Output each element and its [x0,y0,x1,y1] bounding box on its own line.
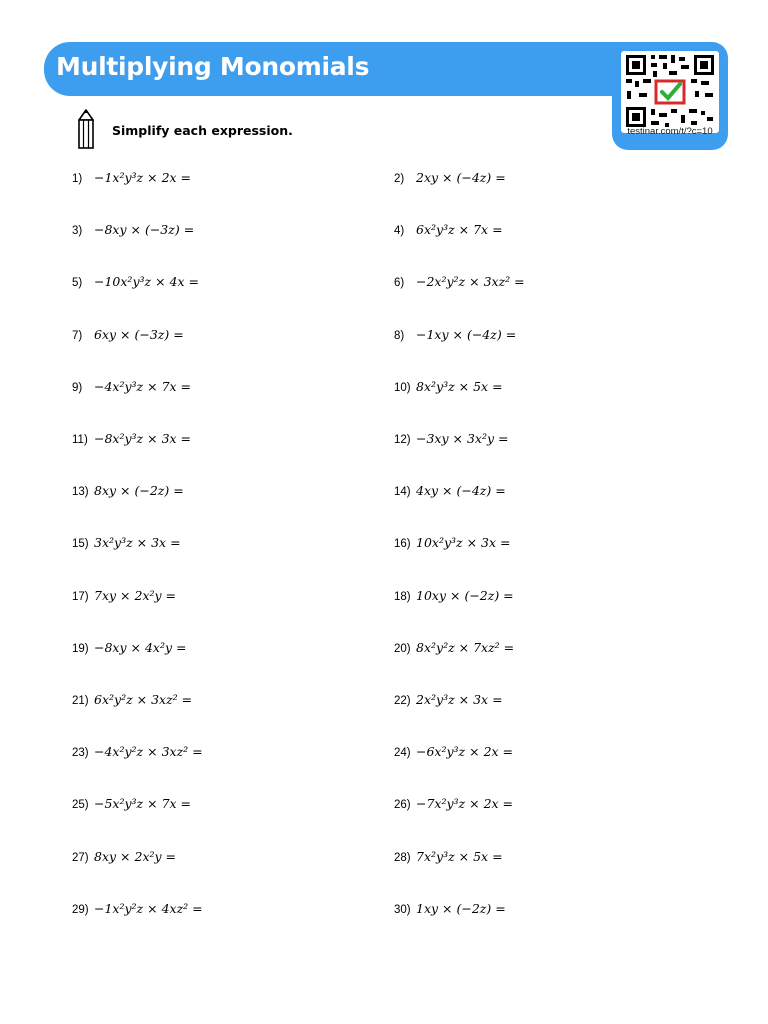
problem-number: 26) [394,799,411,812]
problem-expression: −4x²y²z × 3xz² = [94,744,203,760]
problem-item [394,222,503,242]
problem-number: 13) [72,486,89,499]
problem-item [394,588,514,608]
problem-item [394,901,506,921]
problem-item [394,327,516,347]
problem-item [394,483,506,503]
problem-number: 14) [394,486,411,499]
problem-number: 9) [72,381,83,394]
problem-number: 1) [72,173,83,185]
qr-code-panel[interactable] [612,42,728,150]
problem-expression: −2x²y²z × 3xz² = [416,274,525,290]
problem-number: 12) [394,434,411,446]
problem-expression: 4xy × (−4z) = [416,483,506,499]
problem-expression: 2xy × (−4z) = [416,170,506,185]
problem-expression: −7x²y³z × 2x = [416,796,514,812]
problem-expression: −8xy × (−3z) = [94,222,195,238]
problem-item [72,535,181,555]
problem-number: 23) [72,747,89,760]
problem-expression: −1xy × (−4z) = [416,326,517,342]
problem-item [394,640,514,660]
problem-number: 11) [72,434,88,446]
pencil-icon [74,108,98,155]
problem-expression: −1x²y²z × 4xz² = [94,900,203,916]
problem-expression: −1x²y³z × 2x = [94,170,192,185]
problem-expression: −6x²y³z × 2x = [416,744,514,760]
problem-item [72,379,191,399]
problem-expression: 6x²y²z × 3xz² = [94,692,193,707]
problem-number: 18) [394,590,411,603]
problem-expression: 3x²y³z × 3x = [94,535,181,551]
problem-number: 5) [72,277,83,290]
problem-item [72,692,192,712]
problem-expression: −4x²y³z × 7x = [94,378,192,394]
problem-expression: 7x²y³z × 5x = [416,848,503,864]
problem-expression: 10x²y³z × 3x = [416,535,511,551]
instructions: Simplify each expression. [112,123,293,138]
problem-expression: 8x²y³z × 5x = [416,378,503,394]
problem-number: 8) [394,329,405,342]
problem-item [72,327,184,347]
problem-number: 29) [72,903,89,916]
page-title: Multiplying Monomials [56,52,370,81]
problem-number: 25) [72,799,89,812]
problem-number: 17) [72,590,89,603]
problem-number: 30) [394,903,411,916]
problem-item [72,483,184,503]
problem-item [394,431,508,451]
problem-number: 4) [394,225,405,238]
problem-expression: −10x²y³z × 4x = [94,274,199,290]
problem-number: 24) [394,747,411,760]
problem-item [394,796,513,816]
problem-expression: 6x²y³z × 7x = [416,222,503,238]
problem-expression: 8xy × 2x²y = [94,848,177,864]
problem-item [394,692,503,712]
problem-item [72,849,176,869]
problem-number: 27) [72,851,89,864]
problem-number: 6) [394,277,405,290]
problem-number: 28) [394,851,411,864]
problem-item [394,274,525,294]
problem-item [72,170,191,190]
problem-item [72,274,199,294]
problem-expression: −5x²y³z × 7x = [94,796,192,812]
problem-item [72,431,191,451]
problem-item [72,222,194,242]
problem-number: 15) [72,538,89,551]
problem-expression: −3xy × 3x²y = [416,431,509,446]
qr-code-icon [621,51,719,133]
problem-item [72,640,186,660]
problem-item [72,901,203,921]
problem-number: 2) [394,173,405,185]
problem-expression: −8x²y³z × 3x = [94,431,192,446]
problem-expression: −8xy × 4x²y = [94,639,187,655]
problem-item [394,535,511,555]
problem-item [394,849,503,869]
problem-expression: 10xy × (−2z) = [416,587,514,603]
problem-item [394,379,503,399]
problem-expression: 8xy × (−2z) = [94,483,184,499]
problem-item [72,796,191,816]
problem-item [72,744,203,764]
problem-number: 10) [394,381,411,394]
problem-item [394,744,513,764]
problem-number: 20) [394,642,411,655]
problem-number: 16) [394,538,411,551]
problem-expression: 7xy × 2x²y = [94,587,177,603]
problem-item [72,588,176,608]
problem-item [394,170,506,190]
problem-number: 7) [72,329,83,342]
problem-expression: 2x²y³z × 3x = [416,692,503,707]
problem-expression: 1xy × (−2z) = [416,900,506,916]
problem-expression: 8x²y²z × 7xz² = [416,639,515,655]
problem-number: 19) [72,642,89,655]
problem-expression: 6xy × (−3z) = [94,326,184,342]
problem-number: 22) [394,695,411,707]
problem-number: 21) [72,695,89,707]
problem-number: 3) [72,225,83,238]
qr-caption: testinar.com/t/?c=10 [627,126,713,137]
